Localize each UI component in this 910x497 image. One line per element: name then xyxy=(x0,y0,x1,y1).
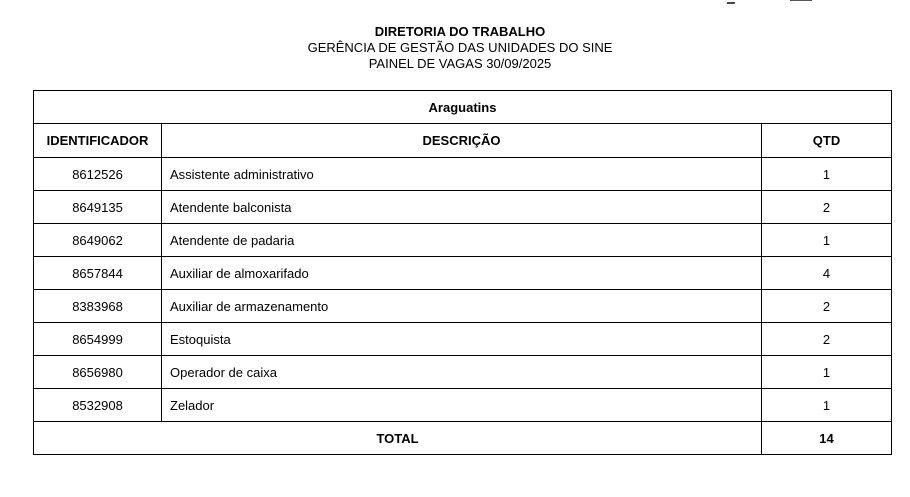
table-row xyxy=(34,224,892,257)
row-description: Auxiliar de armazenamento xyxy=(162,290,762,323)
city-name: Araguatins xyxy=(34,91,892,124)
column-header-id: IDENTIFICADOR xyxy=(34,124,162,158)
row-description: Operador de caixa xyxy=(162,356,762,389)
row-qtd: 2 xyxy=(762,191,892,224)
table-row xyxy=(34,323,892,356)
document-subtitle: GERÊNCIA DE GESTÃO DAS UNIDADES DO SINE xyxy=(307,40,613,55)
table-row xyxy=(34,356,892,389)
table-row xyxy=(34,257,892,290)
panel-date: PAINEL DE VAGAS 30/09/2025 xyxy=(368,56,552,71)
row-id: 8649135 xyxy=(34,191,162,224)
scan-mark xyxy=(790,0,812,1)
row-id: 8612526 xyxy=(34,158,162,191)
total-value: 14 xyxy=(762,422,892,455)
column-header-qtd: QTD xyxy=(762,124,892,158)
table-row xyxy=(34,389,892,422)
document-title: DIRETORIA DO TRABALHO xyxy=(374,24,546,39)
total-row xyxy=(34,422,892,455)
row-id: 8657844 xyxy=(34,257,162,290)
row-description: Auxiliar de almoxarifado xyxy=(162,257,762,290)
row-qtd: 1 xyxy=(762,224,892,257)
row-description: Zelador xyxy=(162,389,762,422)
vacancies-table xyxy=(33,90,892,455)
row-qtd: 1 xyxy=(762,158,892,191)
row-description: Atendente balconista xyxy=(162,191,762,224)
column-header-description: DESCRIÇÃO xyxy=(162,124,762,158)
scan-mark xyxy=(727,0,738,4)
table-header-row xyxy=(34,124,892,158)
document-header xyxy=(0,24,910,72)
row-id: 8383968 xyxy=(34,290,162,323)
row-qtd: 2 xyxy=(762,290,892,323)
row-id: 8649062 xyxy=(34,224,162,257)
row-qtd: 1 xyxy=(762,356,892,389)
table-row xyxy=(34,191,892,224)
table-row xyxy=(34,290,892,323)
total-label: TOTAL xyxy=(34,422,762,455)
row-id: 8656980 xyxy=(34,356,162,389)
row-qtd: 1 xyxy=(762,389,892,422)
city-row xyxy=(34,91,892,124)
row-qtd: 4 xyxy=(762,257,892,290)
table-row xyxy=(34,158,892,191)
row-qtd: 2 xyxy=(762,323,892,356)
row-description: Atendente de padaria xyxy=(162,224,762,257)
row-id: 8532908 xyxy=(34,389,162,422)
row-description: Assistente administrativo xyxy=(162,158,762,191)
row-id: 8654999 xyxy=(34,323,162,356)
row-description: Estoquista xyxy=(162,323,762,356)
